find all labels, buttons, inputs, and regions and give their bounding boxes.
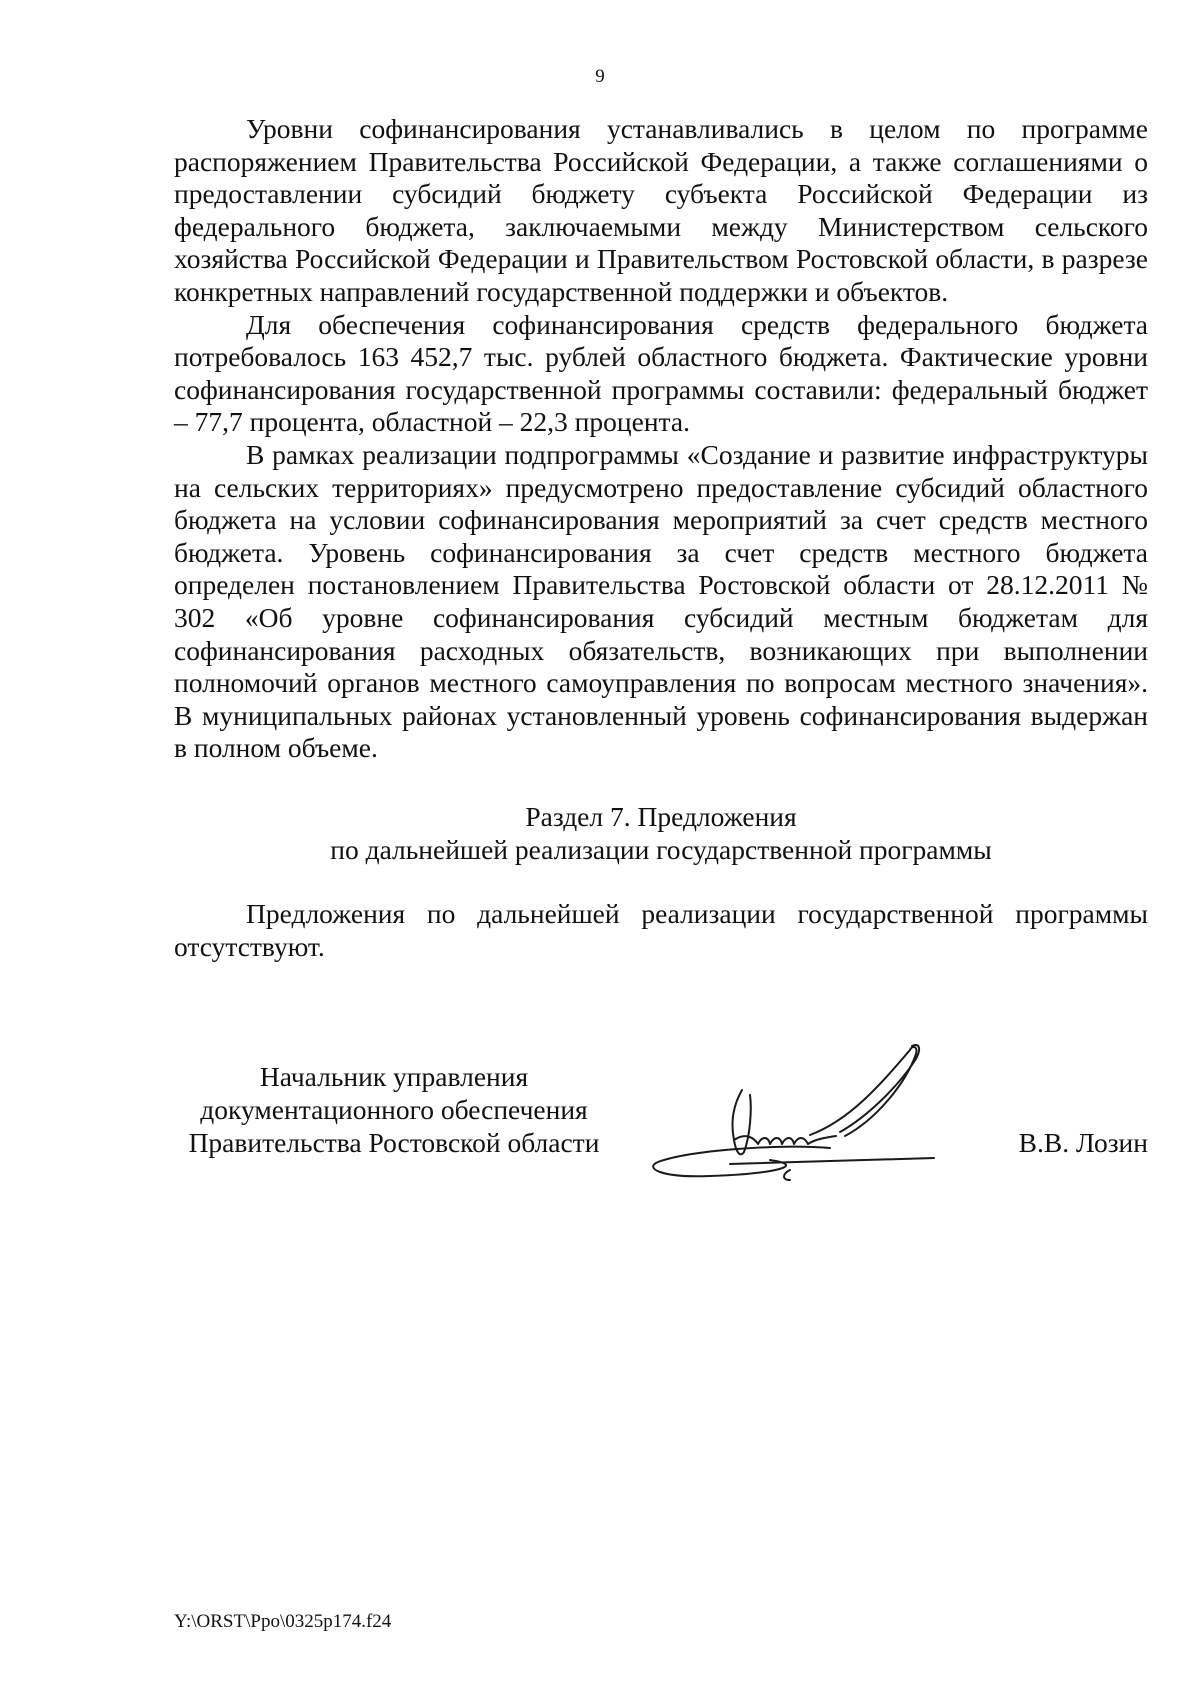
- signer-position-line-2: документационного обеспечения: [200, 1094, 588, 1125]
- section-heading: [174, 801, 1148, 866]
- page-number: 9: [595, 66, 605, 87]
- paragraph-subprogram-infrastructure: В рамках реализации подпрограммы «Создание и развитие инфраструктуры на сельских территориях» предусмотрено предоставление субсидий областного бюджета на условии софинансирования мероприятий за счет средств местного бюджета. Уровень софинансирования за счет средств местного бюджета определен постановлением Правительства Ростовской области от 28.12.2011 № 302 «Об уровне софинансирования субсидий местным бюджетам для софинансирования расходных обязательств, возникающих при выполнении полномочий органов местного самоуправления по вопросам местного значения». В муниципальных районах установленный уровень софинансирования выдержан в полном объеме.: [174, 438, 1148, 764]
- section-title-line-2: по дальнейшей реализации государственной программы: [330, 833, 992, 865]
- signer-name: В.В. Лозин: [1018, 1127, 1148, 1158]
- signer-position-line-1: Начальник управления: [259, 1061, 529, 1092]
- signer-position-line-3: Правительства Ростовской области: [188, 1127, 600, 1158]
- document-body: [174, 113, 1148, 765]
- file-path: Y:\ORST\Ppo\0325p174.f24: [174, 1611, 392, 1632]
- paragraph-cofinancing-levels: Уровни софинансирования устанавливались в целом по программе распоряжением Правительства Российской Федерации, а также соглашениями о предоставлении субсидий бюджету субъекта Российской Федерации из федерального бюджета, заключаемыми между Министерством сельского хозяйства Российской Федерации и Правительством Ростовской области, в разрезе конкретных направлений государственной поддержки и объектов.: [174, 113, 1148, 307]
- paragraph-cofinancing-amounts: Для обеспечения софинансирования средств федерального бюджета потребовалось 163 452,7 тыс. рублей областного бюджета. Фактические уровни софинансирования государственной программы составили: федеральный бюджет – 77,7 процента, областной – 22,3 процента.: [174, 308, 1148, 438]
- section-title-line-1: Раздел 7. Предложения: [525, 801, 797, 832]
- section-proposals-text: Предложения по дальнейшей реализации государственной программы отсутствуют.: [174, 898, 1148, 962]
- handwritten-signature: [650, 1040, 980, 1205]
- signer-position: [174, 1060, 614, 1159]
